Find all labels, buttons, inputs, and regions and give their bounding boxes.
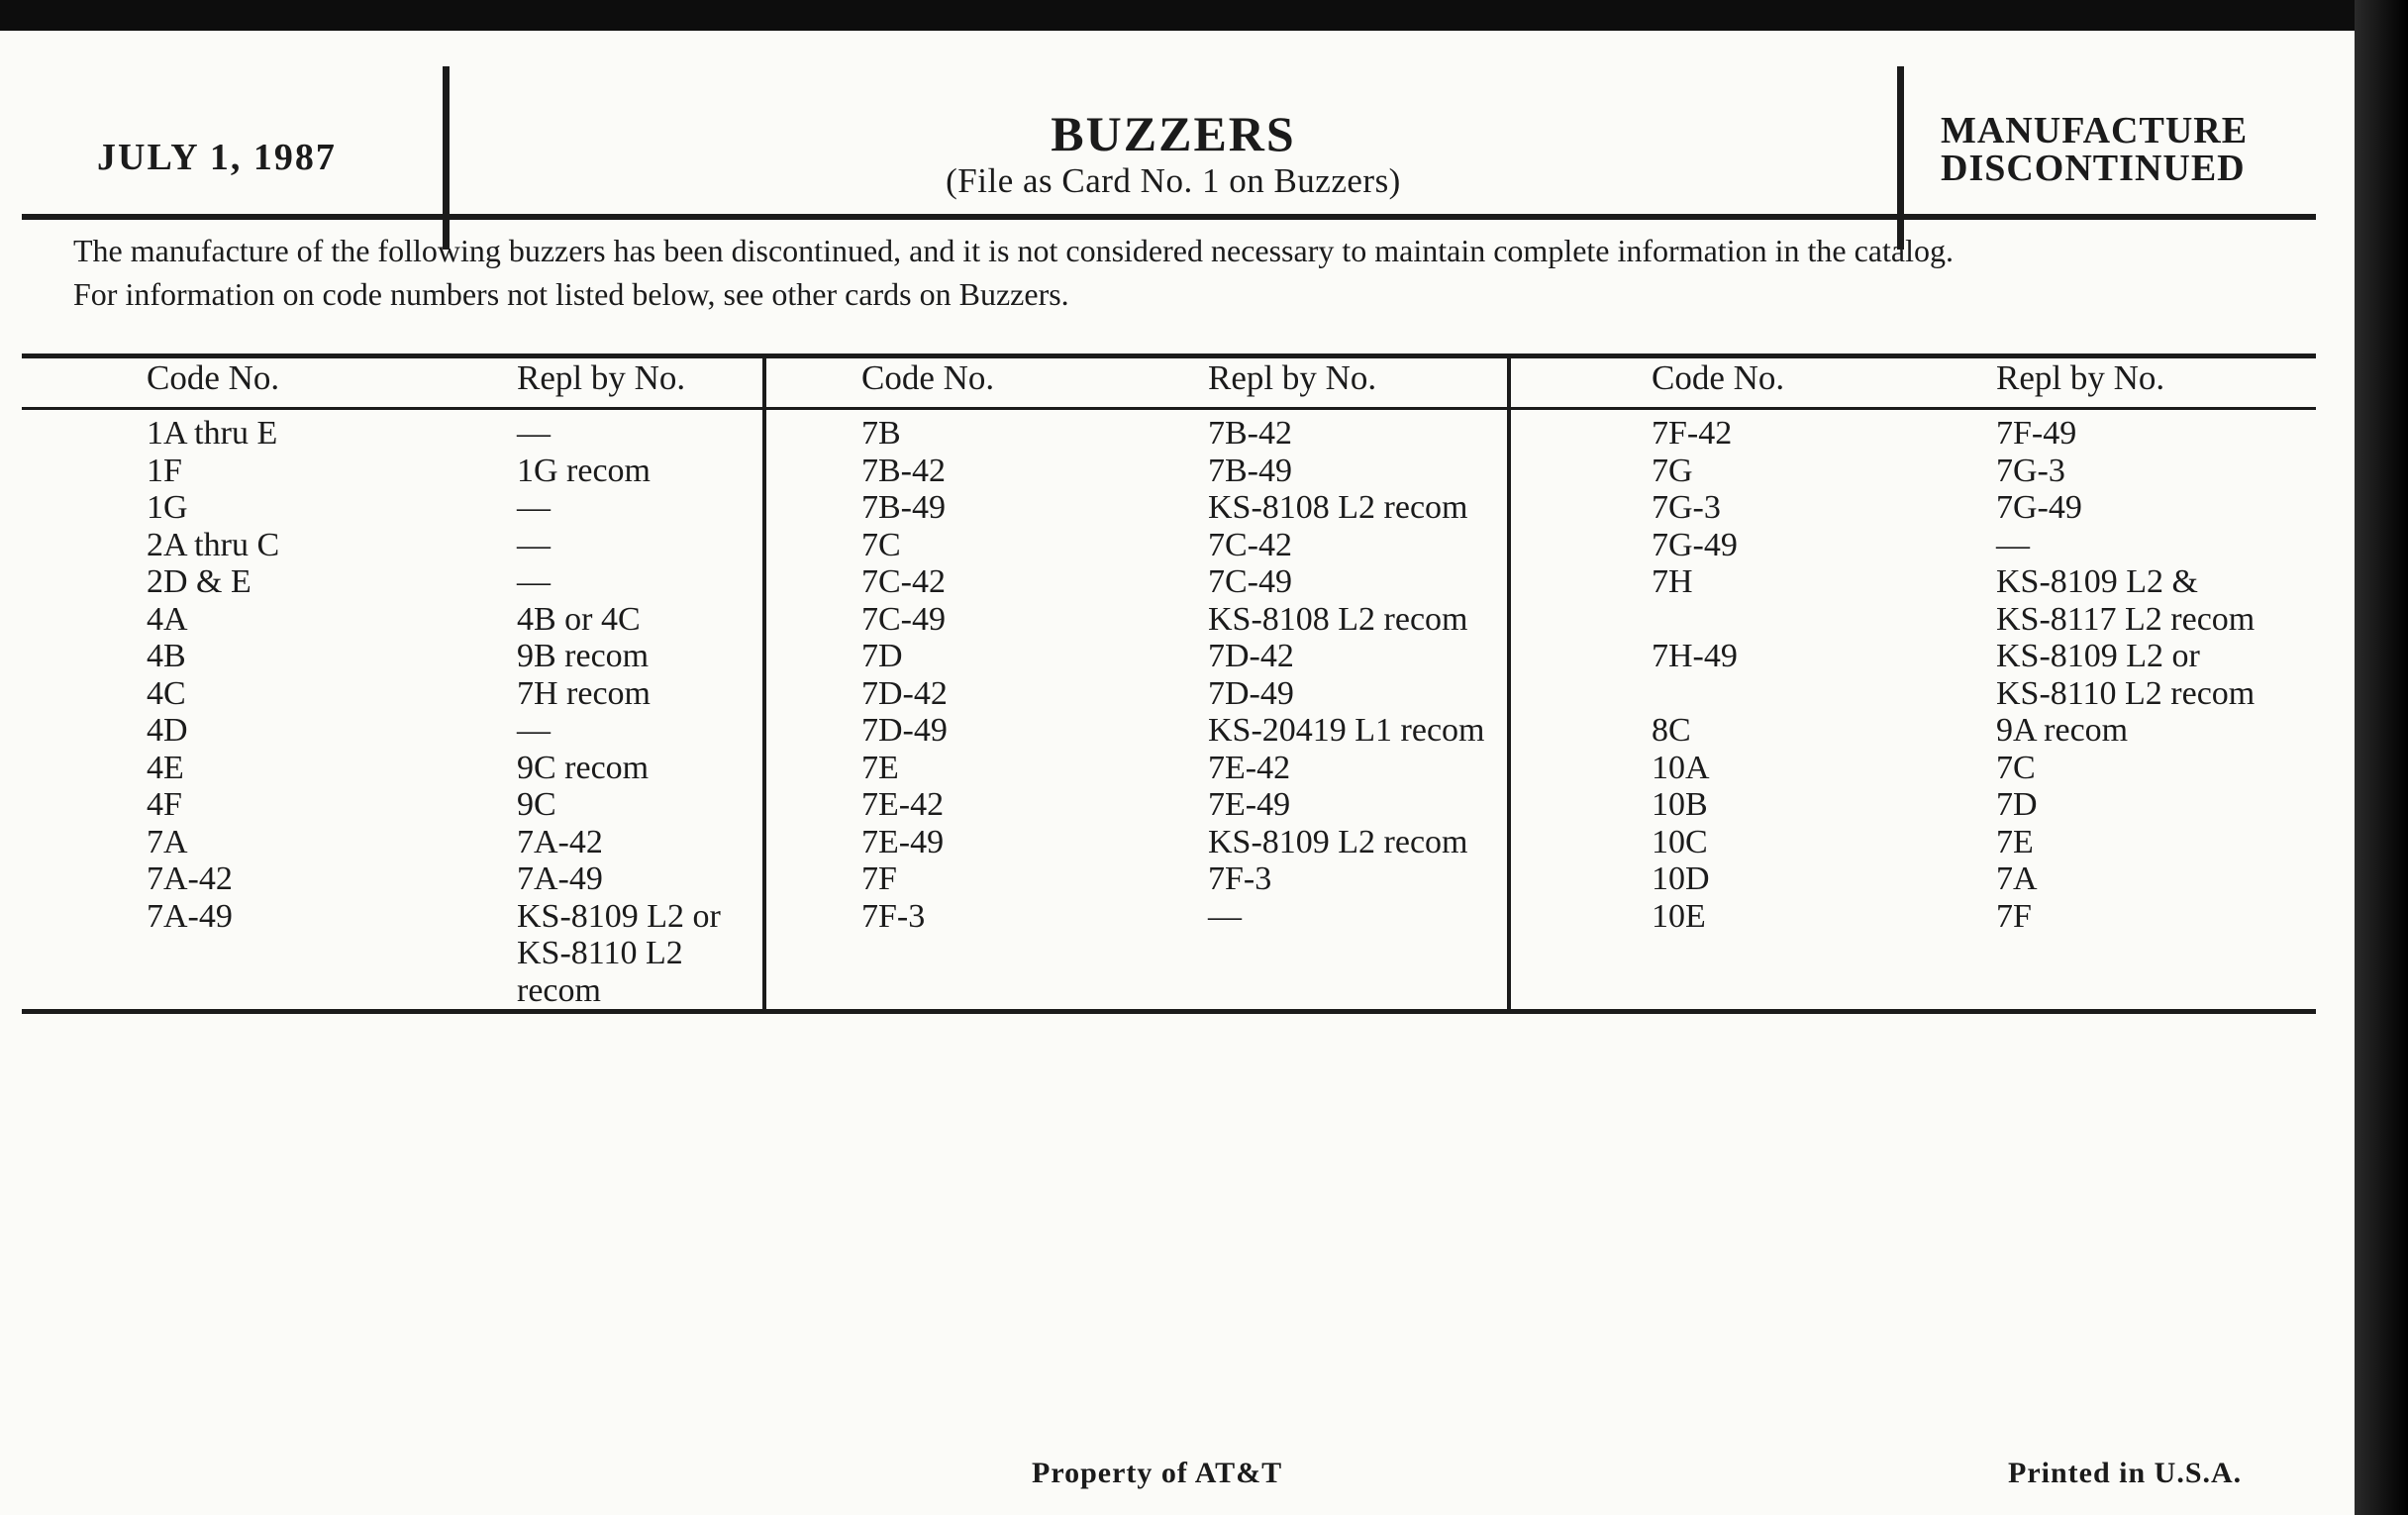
table-cell: KS-8108 L2 recom (1208, 489, 1468, 526)
table-cell: 8C (1652, 712, 1691, 749)
table-cell: 7F (861, 860, 897, 897)
table-cell: 7B-42 (1208, 415, 1292, 452)
table-cell: 7A (147, 823, 188, 860)
card-subtitle: (File as Card No. 1 on Buzzers) (946, 161, 1401, 200)
header-rule (22, 214, 2316, 220)
table-cell: 7C-42 (861, 563, 946, 600)
col3-code-header: Code No. (1652, 358, 1785, 397)
scan-right-edge (2355, 0, 2408, 1515)
table-cell: — (1208, 897, 1242, 935)
col2-replacements (1208, 415, 1485, 935)
table-cell (1652, 675, 1738, 713)
table-cell: 7D-49 (861, 712, 948, 749)
table-cell: 7B-42 (861, 452, 946, 489)
col1-codes (147, 415, 279, 1009)
table-cell: 7G-49 (1652, 526, 1738, 563)
table-cell: 7G-3 (1652, 489, 1721, 526)
table-cell: 4B or 4C (517, 600, 641, 638)
table-cell (147, 935, 279, 972)
table-cell: 9B recom (517, 638, 650, 674)
table-cell: 7E-49 (861, 823, 945, 860)
table-cell: 7G (1652, 452, 1693, 489)
table-cell: 7F-3 (1208, 860, 1272, 897)
table-cell (147, 972, 279, 1010)
table-cell: 7D (861, 638, 903, 674)
col3-replacements (1996, 415, 2255, 935)
table-cell: 1A thru E (147, 415, 278, 452)
table-cell: 9C (517, 786, 556, 823)
table-cell: 7E (1996, 823, 2034, 860)
table-cell: 10C (1652, 823, 1708, 860)
table-cell: — (517, 712, 551, 749)
table-cell: 7E-49 (1208, 786, 1291, 823)
table-cell: 9C recom (517, 749, 650, 786)
footer-printed: Printed in U.S.A. (2008, 1457, 2243, 1489)
table-cell (1652, 601, 1738, 639)
col2-repl-header: Repl by No. (1208, 358, 1377, 397)
footer-property: Property of AT&T (1032, 1457, 1283, 1489)
status-line-1: MANUFACTURE (1941, 110, 2249, 152)
table-cell: 7H recom (517, 674, 652, 712)
table-cell: KS-8110 L2 recom (1996, 674, 2256, 712)
table-cell: recom (517, 971, 601, 1009)
table-cell: 2A thru C (147, 526, 280, 563)
table-cell: — (1996, 526, 2030, 563)
table-cell: 7C (1996, 749, 2036, 786)
table-cell: 7H (1652, 563, 1693, 600)
table-cell: 7F-49 (1996, 415, 2077, 452)
table-cell: 7B-49 (1208, 452, 1292, 489)
table-cell: 10D (1652, 860, 1710, 897)
table-cell: 7B (861, 415, 901, 452)
table-bottom-rule (22, 1009, 2316, 1014)
table-cell: 4A (147, 600, 188, 638)
table-cell: 7A-49 (147, 897, 233, 935)
table-cell: KS-8109 L2 recom (1208, 823, 1468, 860)
table-cell: 7G-3 (1996, 452, 2065, 489)
table-cell: 4F (147, 786, 182, 823)
table-cell: 1G (147, 489, 188, 526)
table-cell: 7F-42 (1652, 415, 1733, 452)
scan-top-edge (0, 0, 2408, 31)
table-cell: 7F (1996, 897, 2032, 935)
table-cell: 4B (147, 638, 186, 674)
table-cell: — (517, 415, 551, 452)
table-cell: 7E-42 (1208, 749, 1291, 786)
table-cell: 10A (1652, 749, 1710, 786)
table-cell: 7A-42 (147, 860, 233, 897)
col3-repl-header: Repl by No. (1996, 358, 2165, 397)
table-cell: 7B-49 (861, 489, 946, 526)
intro-line-1: The manufacture of the following buzzers has been discontinued, and it is not considered necessary to maintain complete information in the catalog. (73, 233, 1954, 268)
table-cell: KS-8110 L2 (517, 935, 683, 971)
table-cell: 7C-49 (861, 600, 946, 638)
table-cell: 10E (1652, 897, 1706, 935)
table-cell: 7E (861, 749, 899, 786)
card-title-block (446, 104, 1901, 199)
table-cell: 7D-42 (861, 674, 948, 712)
table-cell: 7C-42 (1208, 526, 1292, 563)
col1-repl-header: Repl by No. (517, 358, 686, 397)
table-cell: 7C (861, 526, 901, 563)
col2-code-header: Code No. (861, 358, 995, 397)
card-title: BUZZERS (1051, 106, 1296, 161)
table-cell: 9A recom (1996, 712, 2129, 749)
table-cell: 7A-49 (517, 860, 603, 897)
table-cell: KS-8109 L2 & (1996, 563, 2198, 600)
table-cell: 7G-49 (1996, 489, 2082, 526)
col1-replacements (517, 415, 721, 1009)
table-cell: KS-20419 L1 recom (1208, 712, 1485, 749)
table-cell: 7A-42 (517, 823, 603, 860)
table-cell: — (517, 526, 551, 563)
catalog-card (0, 31, 2355, 1515)
table-cell: KS-8109 L2 or (1996, 638, 2200, 674)
col3-codes (1652, 415, 1738, 935)
table-cell: 1F (147, 452, 182, 489)
table-cell: 4C (147, 674, 186, 712)
col2-codes (861, 415, 948, 935)
card-date: JULY 1, 1987 (97, 137, 337, 178)
table-cell: KS-8108 L2 recom (1208, 600, 1468, 638)
table-cell: 1G recom (517, 452, 652, 489)
table-cell: 10B (1652, 786, 1708, 823)
table-cell: KS-8117 L2 recom (1996, 600, 2256, 638)
table-cell: 2D & E (147, 563, 251, 600)
table-cell: 7H-49 (1652, 638, 1738, 674)
table-cell: 7D-49 (1208, 674, 1294, 712)
table-cell: 7A (1996, 860, 2038, 897)
status-line-2: DISCONTINUED (1941, 148, 2246, 189)
table-divider-2 (1507, 354, 1511, 1013)
intro-line-2: For information on code numbers not listed below, see other cards on Buzzers. (73, 276, 1069, 312)
intro-paragraph (73, 229, 2311, 316)
table-cell: — (517, 489, 551, 526)
table-cell: 7E-42 (861, 786, 945, 823)
table-divider-1 (762, 354, 766, 1013)
table-cell: 7D-42 (1208, 638, 1294, 674)
table-top-rule (22, 354, 2316, 358)
table-cell: 4E (147, 749, 184, 786)
table-cell: — (517, 563, 551, 600)
table-cell: 7F-3 (861, 897, 926, 935)
table-cell: 7D (1996, 786, 2038, 823)
table-header-rule (22, 407, 2316, 410)
col1-code-header: Code No. (147, 358, 280, 397)
card-status (1941, 112, 2248, 187)
table-cell: 7C-49 (1208, 563, 1292, 600)
table-cell: 4D (147, 712, 188, 749)
table-cell: KS-8109 L2 or (517, 897, 721, 935)
